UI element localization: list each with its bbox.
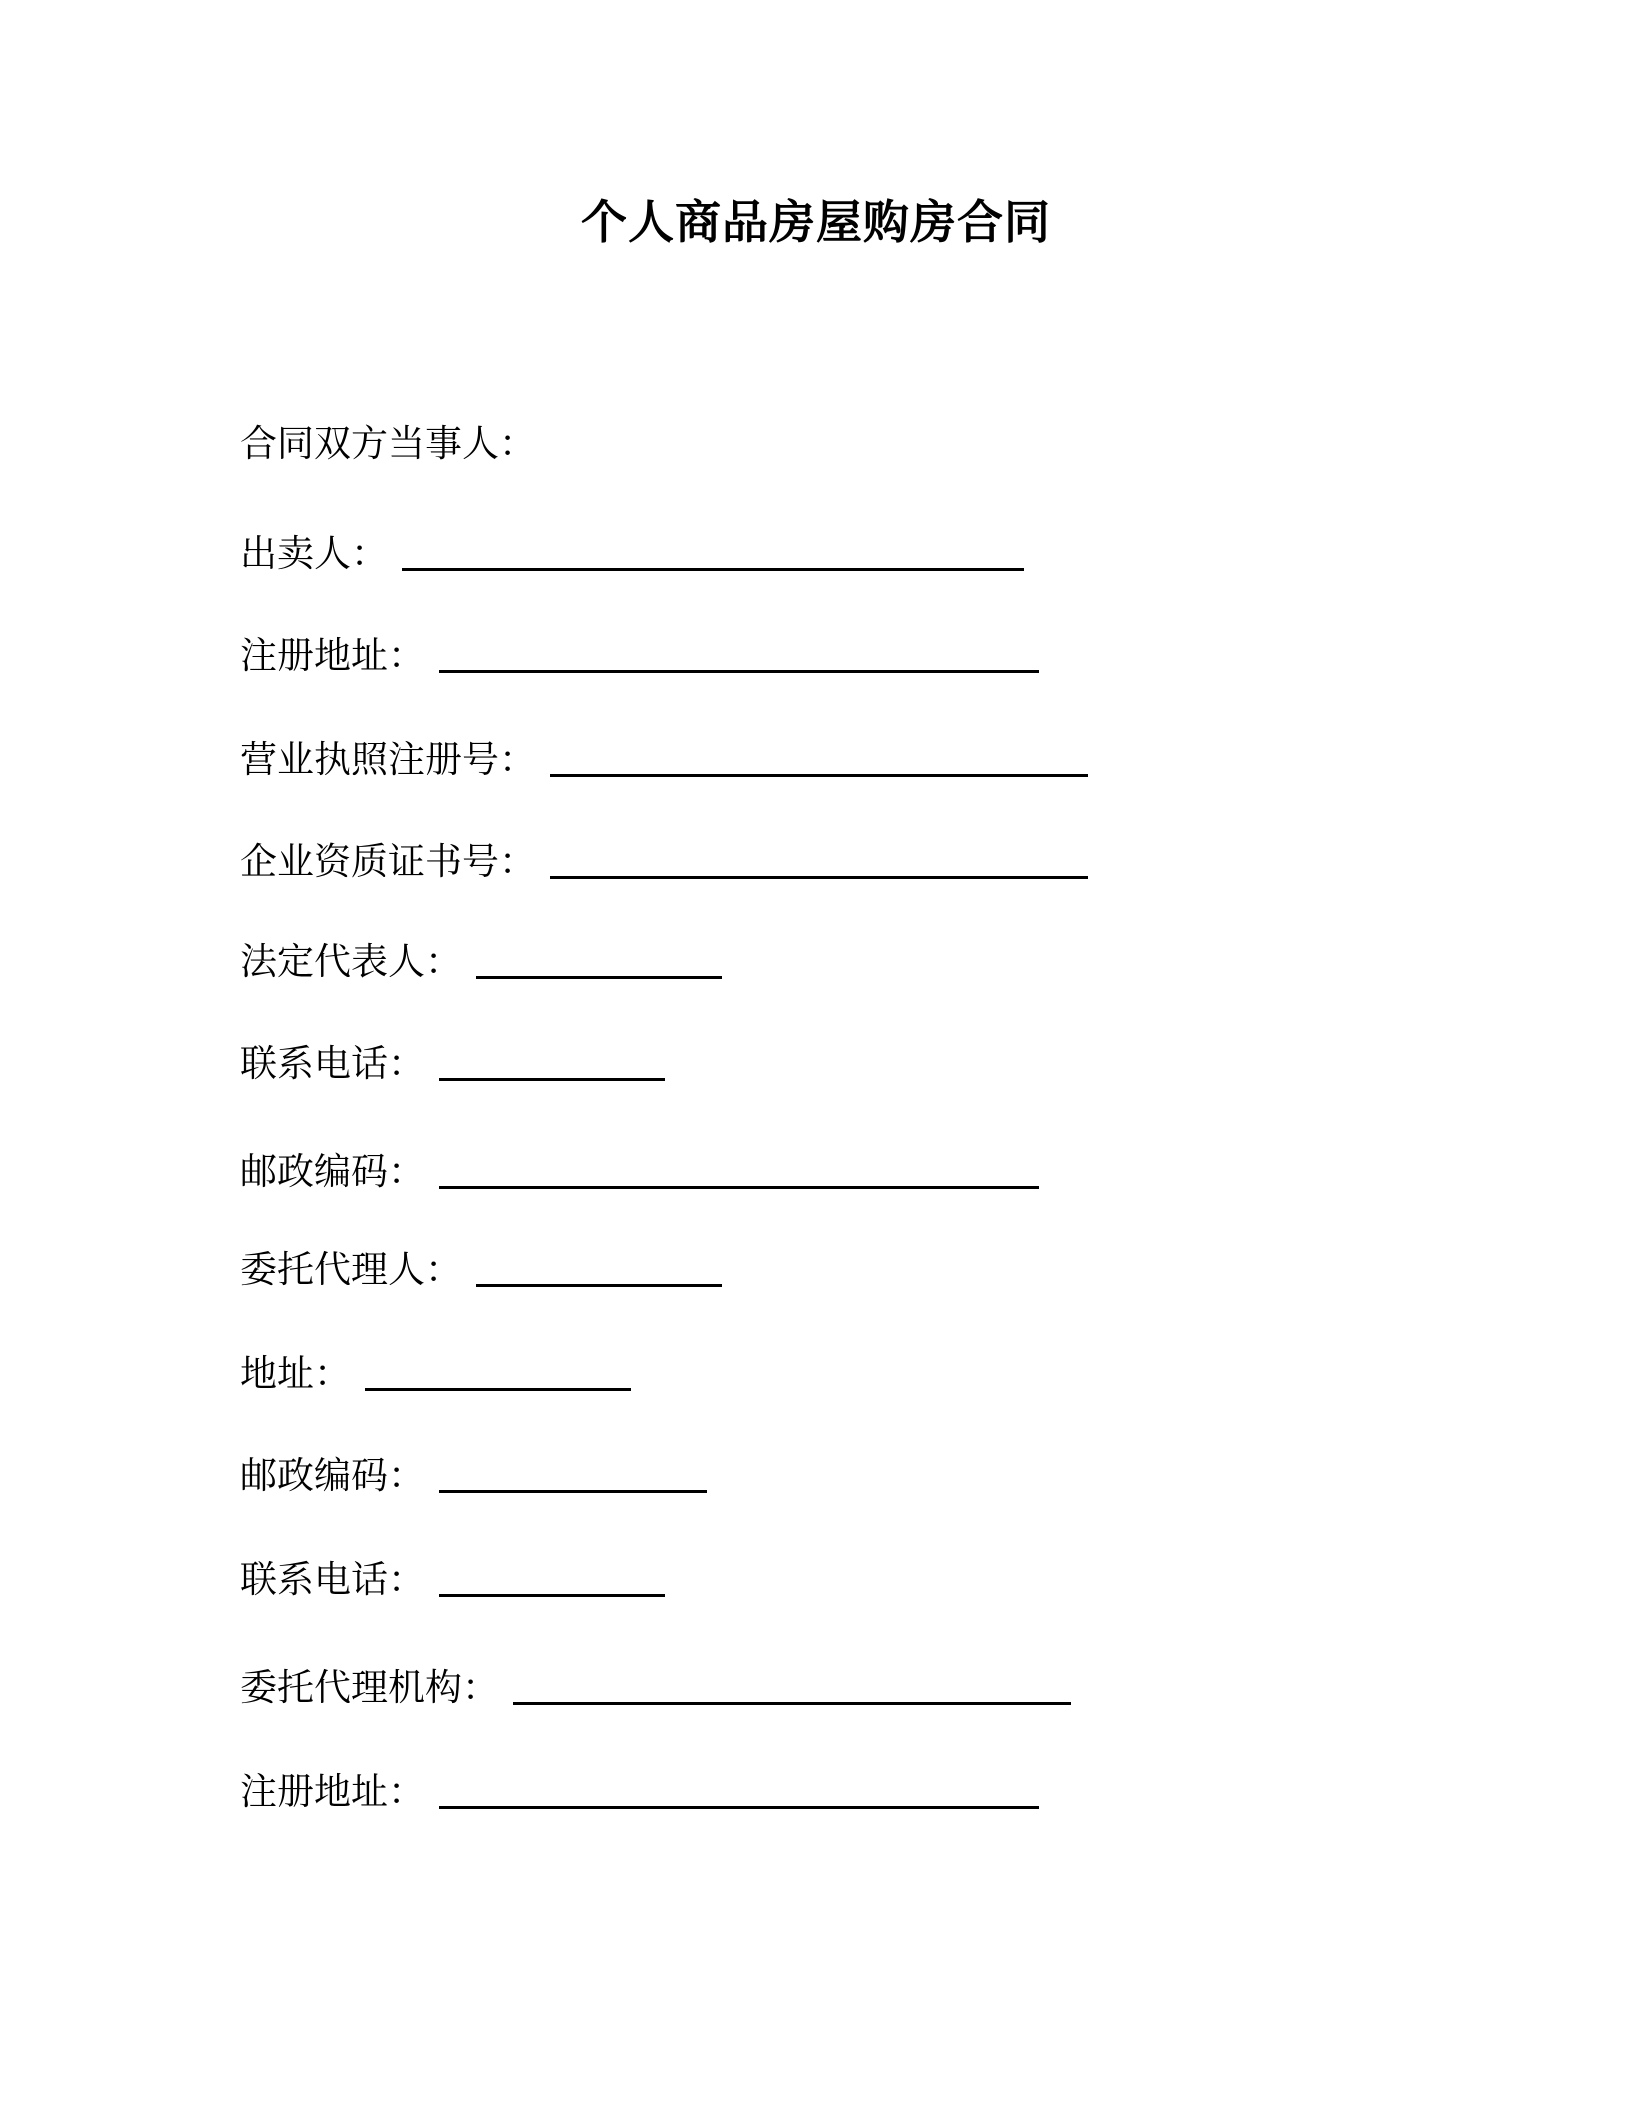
seller-registered-address-label: 注册地址：: [240, 634, 425, 677]
agent-address-blank-line: [365, 1388, 631, 1391]
seller-field: [240, 530, 1024, 578]
authorized-agent-blank-line: [476, 1284, 722, 1287]
agency-registered-address-label: 注册地址：: [240, 1770, 425, 1813]
agent-phone-blank-line: [439, 1594, 665, 1597]
agency-registered-address-field: [240, 1768, 1039, 1816]
qualification-certificate-blank-line: [550, 876, 1088, 879]
agency-field: [240, 1664, 1071, 1712]
agency-label: 委托代理机构：: [240, 1666, 499, 1709]
seller-phone-blank-line: [439, 1078, 665, 1081]
business-license-number-blank-line: [550, 774, 1088, 777]
seller-registered-address-field: [240, 632, 1039, 680]
seller-registered-address-blank-line: [439, 670, 1039, 673]
agent-postal-code-field: [240, 1452, 707, 1500]
agent-postal-code-label: 邮政编码：: [240, 1454, 425, 1497]
seller-postal-code-field: [240, 1148, 1039, 1196]
business-license-number-field: [240, 736, 1088, 784]
legal-representative-label: 法定代表人：: [240, 940, 462, 983]
agent-address-label: 地址：: [240, 1352, 351, 1395]
agency-registered-address-blank-line: [439, 1806, 1039, 1809]
agent-phone-field: [240, 1556, 665, 1604]
agency-blank-line: [513, 1702, 1071, 1705]
agent-address-field: [240, 1350, 631, 1398]
seller-blank-line: [402, 568, 1024, 571]
authorized-agent-field: [240, 1246, 722, 1294]
parties-heading: 合同双方当事人：: [240, 422, 536, 465]
seller-label: 出卖人：: [240, 532, 388, 575]
document-title: 个人商品房屋购房合同: [581, 195, 1051, 249]
seller-postal-code-label: 邮政编码：: [240, 1150, 425, 1193]
seller-postal-code-blank-line: [439, 1186, 1039, 1189]
seller-phone-label: 联系电话：: [240, 1042, 425, 1085]
seller-phone-field: [240, 1040, 665, 1088]
agent-postal-code-blank-line: [439, 1490, 707, 1493]
agent-phone-label: 联系电话：: [240, 1558, 425, 1601]
qualification-certificate-label: 企业资质证书号：: [240, 840, 536, 883]
legal-representative-blank-line: [476, 976, 722, 979]
qualification-certificate-field: [240, 838, 1088, 886]
legal-representative-field: [240, 938, 722, 986]
authorized-agent-label: 委托代理人：: [240, 1248, 462, 1291]
business-license-number-label: 营业执照注册号：: [240, 738, 536, 781]
